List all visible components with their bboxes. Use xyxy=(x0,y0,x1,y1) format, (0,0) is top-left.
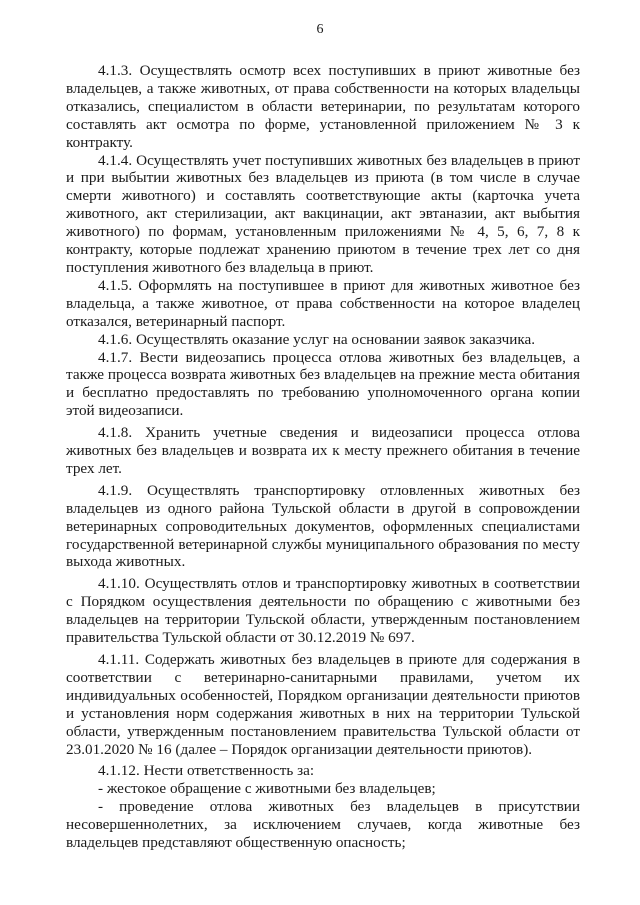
clause-4-1-5: 4.1.5. Оформлять на поступившее в приют для животных животное без владельца, а также животное, от права собственности на которое владелец отказался, ветеринарный паспорт. xyxy=(66,276,580,330)
list-item-minors: - проведение отлова животных без владельцев в присутствии несовершеннолетних, за исключением случаев, когда животные без владельцев представляют общественную опасность; xyxy=(66,798,580,852)
clause-4-1-3: 4.1.3. Осуществлять осмотр всех поступивших в приют животные без владельцев, а также животных, от права собственности на которых владельцы отказались, специалистом в области ветеринарии, по результатам которого составлять акт осмотра по форме, установленной приложением № 3 к контракту. xyxy=(66,62,580,151)
clause-4-1-8: 4.1.8. Хранить учетные сведения и видеозаписи процесса отлова животных без владельцев и возврата их к месту прежнего обитания в течение трех лет. xyxy=(66,424,580,477)
clause-4-1-9: 4.1.9. Осуществлять транспортировку отловленных животных без владельцев из одного района Тульской области в другой в сопровождении ветеринарных сопроводительных документов, оформленных специалистами государственной ветеринарной службы муниципального образования по месту выхода животных. xyxy=(66,481,580,571)
clause-4-1-7: 4.1.7. Вести видеозапись процесса отлова животных без владельцев, а также процесса возврата животных без владельцев на прежние места обитания и бесплатно предоставлять по требованию уполномоченного органа копии этой видеозаписи. xyxy=(66,348,580,420)
contract-body xyxy=(66,62,580,852)
page-number: 6 xyxy=(316,22,324,37)
clause-4-1-10: 4.1.10. Осуществлять отлов и транспортировку животных в соответствии с Порядком осуществления деятельности по обращению с животными без владельцев на территории Тульской области, утвержденным постановлением правительства Тульской области от 30.12.2019 № 697. xyxy=(66,575,580,647)
clause-4-1-4: 4.1.4. Осуществлять учет поступивших животных без владельцев в приют и при выбытии животных без владельцев из приюта (в том числе в случае смерти животного) и составлять соответствующие акты (карточка учета животного, акт стерилизации, акт вакцинации, акт эвтаназии, акт выбытия животного) по формам, установленным приложениями № 4, 5, 6, 7, 8 к контракту, которые подлежат хранению приютом в течение трех лет со дня поступления животного без владельца в приют. xyxy=(66,151,580,276)
clause-4-1-6: 4.1.6. Осуществлять оказание услуг на основании заявок заказчика. xyxy=(98,330,536,348)
clause-4-1-12: 4.1.12. Нести ответственность за: xyxy=(98,762,315,780)
clause-4-1-11: 4.1.11. Содержать животных без владельцев в приюте для содержания в соответствии с ветеринарно-санитарными правилами, учетом их индивидуальных особенностей, Порядком организации деятельности приютов и установления норм содержания животных в них на территории Тульской области, утвержденным постановлением правительства Тульской области от 23.01.2020 № 16 (далее – Порядок организации деятельности приютов). xyxy=(66,651,580,758)
list-item-cruelty: - жестокое обращение с животными без владельцев; xyxy=(98,780,436,798)
